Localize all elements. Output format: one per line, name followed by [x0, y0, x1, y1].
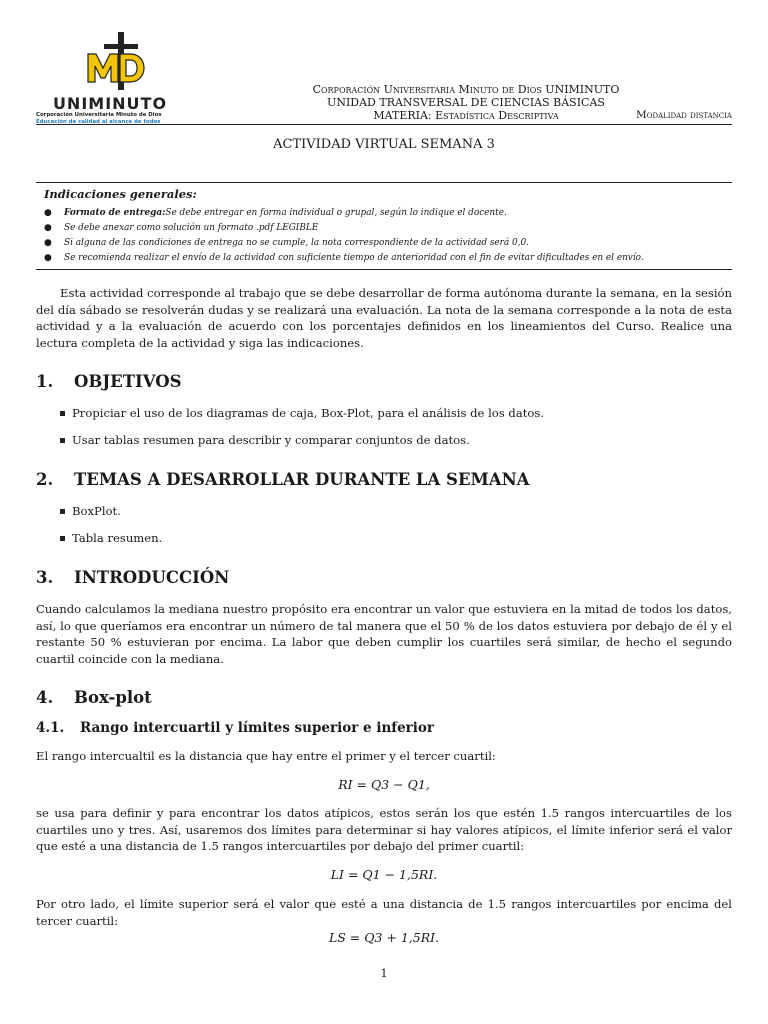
header-rule	[36, 124, 732, 125]
equation-ri: RI = Q3 − Q1,	[338, 777, 430, 792]
subsection-number: 4.1.	[36, 720, 65, 736]
bullet-icon: ●	[44, 222, 52, 233]
document-title: ACTIVIDAD VIRTUAL SEMANA 3	[273, 137, 495, 152]
bullet-icon	[60, 438, 65, 443]
header-unit: UNIDAD TRANSVERSAL DE CIENCIAS BÁSICAS	[327, 96, 605, 109]
indicacion-text: Se recomienda realizar el envío de la actividad con suficiente tiempo de anterioridad con el fin de evitar dificultades en el envío.	[64, 253, 644, 264]
subsection-heading	[36, 720, 434, 736]
md-logo-icon	[84, 30, 148, 94]
section-heading	[36, 470, 529, 489]
objectives-list	[60, 405, 544, 448]
subsection-title: Rango intercuartil y límites superior e inferior	[80, 720, 435, 736]
bullet-icon: ●	[44, 253, 52, 264]
logo-tagline: Educación de calidad al alcance de todos	[36, 119, 161, 125]
header-subject-name: Estadística Descriptiva	[435, 109, 559, 122]
indicacion-bold: Formato de entrega:	[64, 207, 166, 218]
bullet-icon: ●	[44, 207, 52, 218]
list-item-text: Usar tablas resumen para describir y comparar conjuntos de datos.	[72, 433, 470, 447]
section-title: INTRODUCCIÓN	[74, 568, 230, 587]
introduccion-paragraph: Cuando calculamos la mediana nuestro propósito era encontrar un valor que estuviera en la mitad de todos los datos, así, lo que queríamos era encontrar un número de tal manera que el 50 % de los datos estuviera por debajo de él y el restante 50 % estuvieran por encima. La labor que deben cumplir los cuartiles será similar, de hecho el segundo cuartil coincide con la mediana.	[36, 602, 732, 666]
section-number: 3.	[36, 568, 54, 587]
list-item-text: Propiciar el uso de los diagramas de caja, Box-Plot, para el análisis de los datos.	[72, 406, 545, 420]
indicaciones-list	[44, 205, 732, 266]
list-item	[60, 530, 162, 546]
section-title: TEMAS A DESARROLLAR DURANTE LA SEMANA	[74, 470, 530, 489]
equation-ls: LS = Q3 + 1,5RI.	[328, 930, 440, 945]
paragraph: Por otro lado, el límite superior será el valor que esté a una distancia de 1.5 rangos intercuartiles por encima del tercer cuartil:	[36, 897, 732, 928]
indicaciones-title: Indicaciones generales:	[44, 187, 197, 201]
section-heading	[36, 688, 152, 707]
list-item	[44, 205, 732, 220]
topics-list	[60, 503, 162, 546]
indicaciones-box	[36, 182, 732, 270]
logo-subtitle: Corporación Universitaria Minuto de Dios	[36, 112, 162, 118]
indicacion-text: Se debe anexar como solución un formato .pdf LEGIBLE	[64, 222, 319, 233]
section-number: 4.	[36, 688, 54, 707]
uniminuto-logo	[32, 30, 188, 126]
paragraph: se usa para definir y para encontrar los datos atípicos, estos serán los que estén 1.5 rangos intercuartiles de los cuartiles uno y tres. Así, usaremos dos límites para determinar si hay valores atípicos, el límite inferior será el valor que esté a una distancia de 1.5 rangos intercuartiles por debajo del primer cuartil:	[36, 806, 732, 853]
list-item-text: BoxPlot.	[72, 504, 121, 518]
section-title: OBJETIVOS	[74, 372, 182, 391]
list-item	[44, 220, 732, 235]
section-heading	[36, 568, 229, 587]
list-item	[60, 432, 544, 448]
equation-li: LI = Q1 − 1,5RI.	[330, 867, 438, 882]
indicacion-text: Si alguna de las condiciones de entrega no se cumple, la nota correspondiente de la actividad será 0,0.	[64, 237, 529, 248]
page-number: 1	[380, 966, 388, 980]
logo-name: UNIMINUTO	[52, 94, 168, 113]
bullet-icon	[60, 536, 65, 541]
header-subject-prefix: MATERIA:	[373, 109, 436, 122]
list-item	[60, 503, 162, 519]
section-title: Box-plot	[74, 688, 152, 707]
section-number: 1.	[36, 372, 54, 391]
list-item	[44, 251, 732, 266]
section-heading	[36, 372, 182, 391]
header-institution: Corporación Universitaria Minuto de Dios UNIMINUTO	[312, 83, 620, 96]
bullet-icon	[60, 411, 65, 416]
paragraph: El rango intercualtil es la distancia que hay entre el primer y el tercer cuartil:	[36, 749, 496, 763]
bullet-icon	[60, 509, 65, 514]
list-item	[44, 235, 732, 250]
indicacion-text: Se debe entregar en forma individual o grupal, según lo indique el docente.	[165, 207, 507, 218]
list-item-text: Tabla resumen.	[72, 531, 163, 545]
list-item	[60, 405, 544, 421]
header-modalidad: Modalidad distancia	[635, 109, 732, 121]
intro-paragraph: Esta actividad corresponde al trabajo que se debe desarrollar de forma autónoma durante la semana, en la sesión del día sábado se resolverán dudas y se realizará una evaluación. La nota de la semana corresponde a la nota de esta actividad y a la evaluación de acuerdo con los porcentajes definidos en los lineamientos del Curso. Realice una lectura completa de la actividad y siga las indicaciones.	[36, 286, 732, 350]
section-number: 2.	[36, 470, 54, 489]
bullet-icon: ●	[44, 237, 52, 248]
